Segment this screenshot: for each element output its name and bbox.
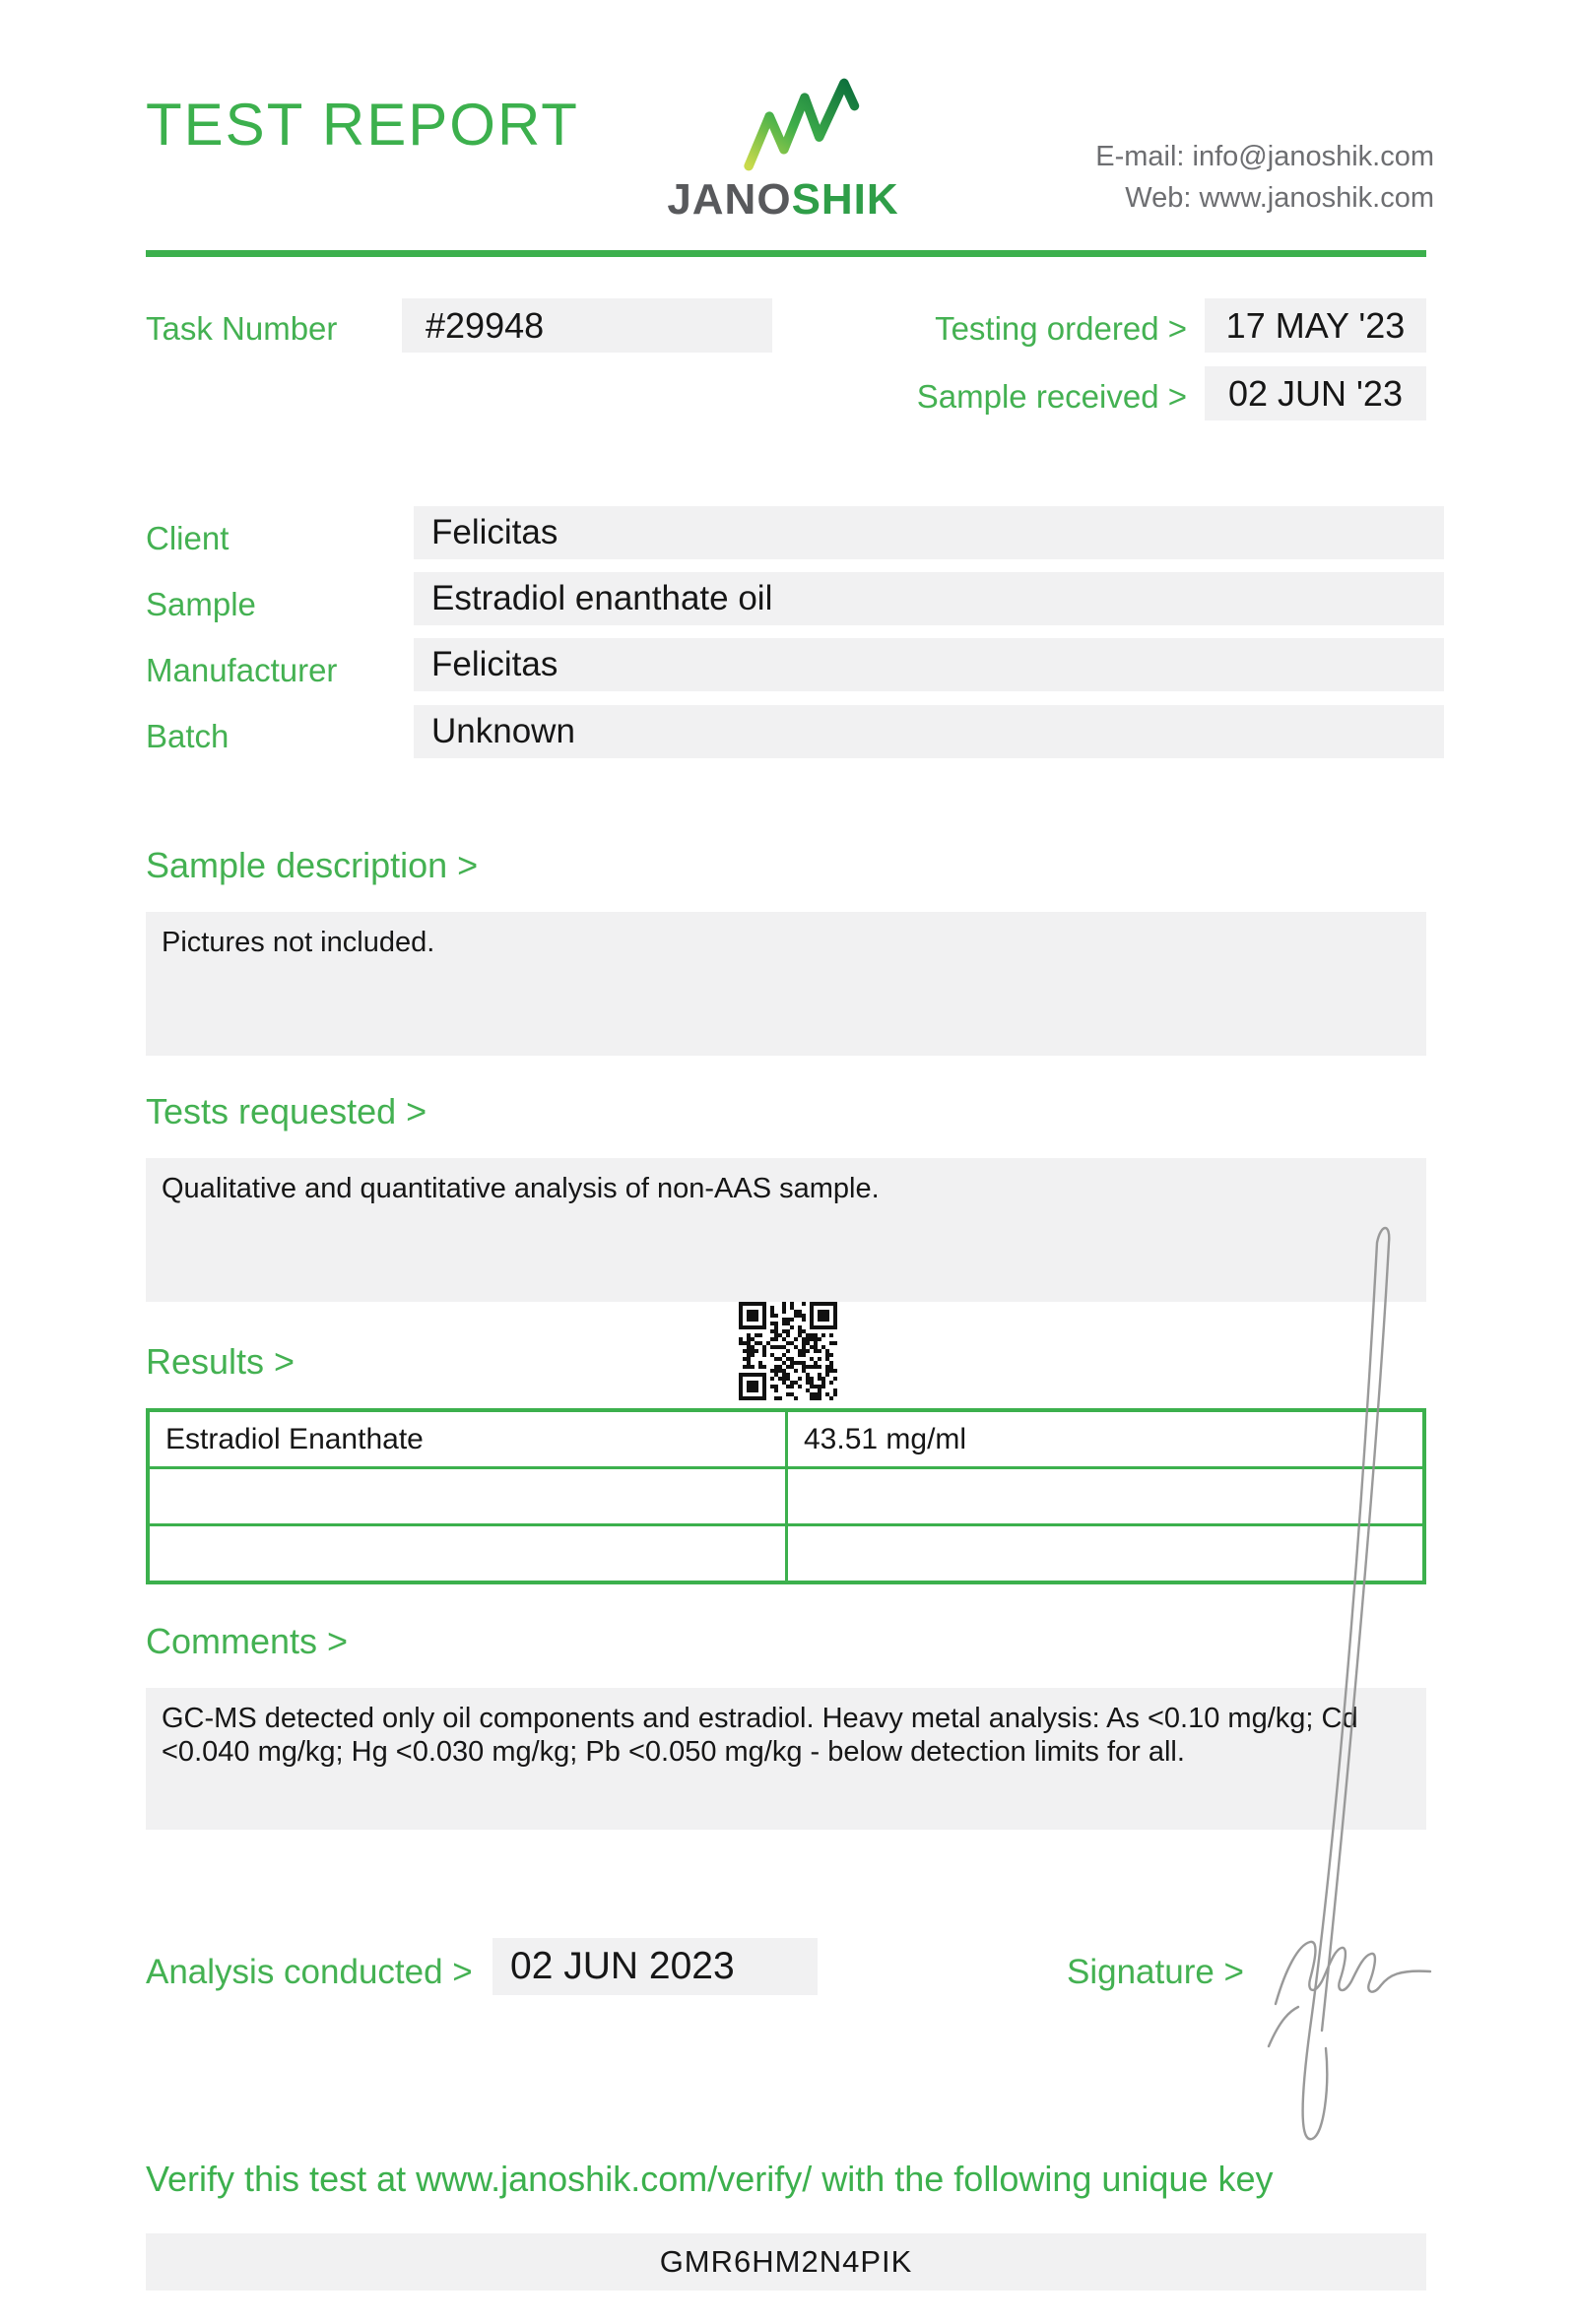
unique-key-value: GMR6HM2N4PIK	[146, 2233, 1426, 2291]
sample-description-box	[146, 912, 1426, 1056]
comments-box	[146, 1688, 1426, 1830]
signature-label: Signature >	[1067, 1953, 1244, 1991]
logo-shik: SHIK	[791, 175, 899, 224]
analysis-conducted-label: Analysis conducted >	[146, 1953, 473, 1991]
testing-ordered-value: 17 MAY '23	[1205, 298, 1426, 353]
task-number-label: Task Number	[146, 310, 338, 347]
task-number-value: #29948	[402, 298, 772, 353]
table-row	[150, 1466, 1422, 1523]
tests-requested-box	[146, 1158, 1426, 1302]
batch-label: Batch	[146, 718, 230, 754]
sample-received-label: Sample received >	[916, 378, 1187, 415]
page-title: TEST REPORT	[146, 92, 579, 158]
testing-ordered-label: Testing ordered >	[935, 310, 1187, 347]
logo-chart-icon	[737, 75, 875, 173]
contact-web: Web: www.janoshik.com	[1125, 182, 1434, 214]
tests-requested-heading: Tests requested >	[146, 1091, 427, 1131]
table-row	[150, 1523, 1422, 1581]
table-row	[150, 1412, 1422, 1466]
result-name	[150, 1469, 788, 1523]
manufacturer-value: Felicitas	[414, 638, 1444, 691]
verify-instruction: Verify this test at www.janoshik.com/verify/ with the following unique key	[146, 2159, 1274, 2199]
result-value: 43.51 mg/ml	[804, 1422, 967, 1455]
manufacturer-label: Manufacturer	[146, 652, 338, 688]
comments-heading: Comments >	[146, 1621, 349, 1661]
sample-label: Sample	[146, 586, 256, 622]
sample-received-value: 02 JUN '23	[1205, 366, 1426, 420]
qr-code	[739, 1302, 837, 1400]
sample-description-text: Pictures not included.	[162, 927, 435, 958]
header-divider	[146, 250, 1426, 257]
sample-description-heading: Sample description >	[146, 845, 479, 885]
logo-jano: JANO	[667, 175, 792, 224]
result-name	[150, 1526, 788, 1581]
batch-value: Unknown	[414, 705, 1444, 758]
analysis-date-value: 02 JUN 2023	[492, 1938, 818, 1995]
contact-email: E-mail: info@janoshik.com	[1095, 141, 1434, 172]
logo-wordmark	[650, 175, 916, 225]
comments-text: GC-MS detected only oil components and estradiol. Heavy metal analysis: As <0.10 mg/kg; Cd <0.040 mg/kg; Hg <0.030 mg/kg; Pb <0.050 mg/kg - below detection limits for all.	[162, 1703, 1358, 1768]
results-heading: Results >	[146, 1341, 296, 1382]
contact-block	[886, 136, 1434, 219]
results-table	[146, 1408, 1426, 1584]
signature	[1251, 1226, 1448, 2147]
client-value: Felicitas	[414, 506, 1444, 559]
tests-requested-text: Qualitative and quantitative analysis of non-AAS sample.	[162, 1173, 880, 1204]
sample-value: Estradiol enanthate oil	[414, 572, 1444, 625]
client-label: Client	[146, 520, 230, 556]
result-name: Estradiol Enanthate	[150, 1412, 788, 1466]
